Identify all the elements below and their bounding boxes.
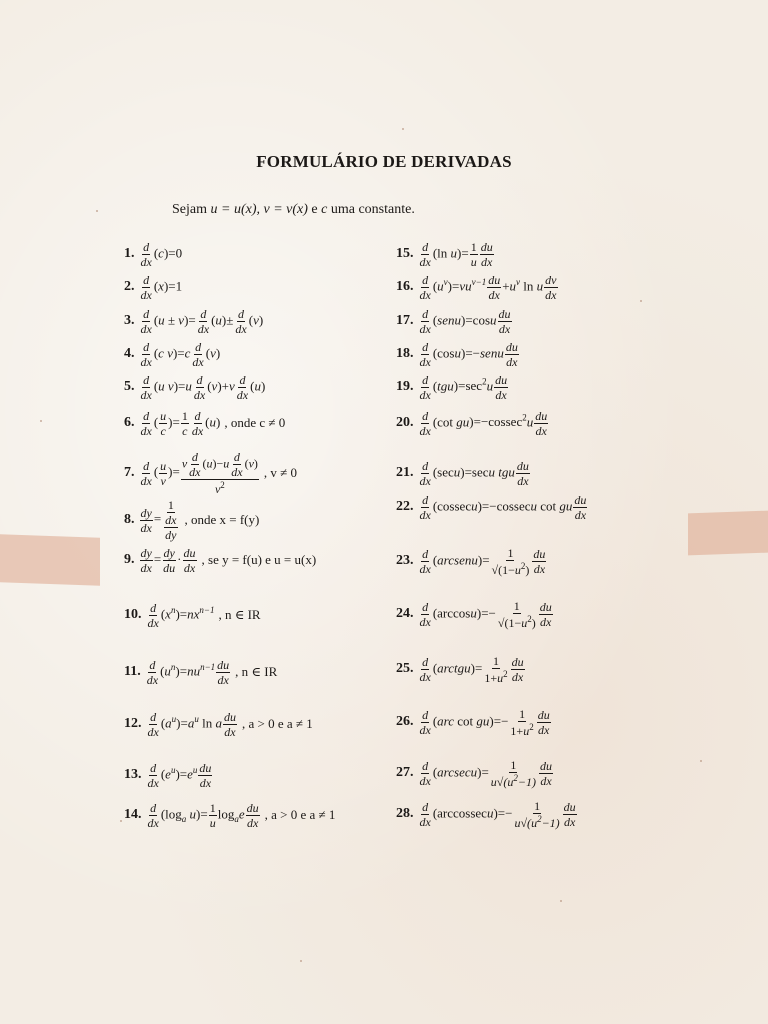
paper-speck bbox=[560, 900, 562, 902]
formula-expression: $\frac{d}{dx}$ ($\log_a$ u)= $\frac{1}{u}$ $\log_ae$ $\frac{du}{dx}$ bbox=[147, 800, 259, 830]
formula-24 bbox=[396, 594, 554, 634]
formula-27 bbox=[396, 753, 554, 793]
formula-10 bbox=[124, 598, 261, 632]
intro-u-def: u = u(x), bbox=[210, 202, 260, 217]
intro-and: e bbox=[311, 202, 318, 217]
formula-expression: $\frac{d}{dx}$ $(tgu)=\sec^2u$ $\frac{du}{dx}$ bbox=[419, 372, 508, 402]
formula-22 bbox=[396, 490, 588, 524]
formula-8 bbox=[124, 494, 259, 546]
formula-number: 26. bbox=[396, 714, 414, 729]
formula-1 bbox=[124, 237, 182, 271]
paper-speck bbox=[40, 420, 42, 422]
formula-11 bbox=[124, 655, 277, 689]
formula-15 bbox=[396, 237, 495, 271]
formula-number: 12. bbox=[124, 716, 142, 731]
intro-lead: Sejam bbox=[172, 202, 207, 217]
formula-20 bbox=[396, 406, 549, 440]
formula-expression: $\frac{d}{dx}$ (c)=0 bbox=[140, 239, 183, 269]
formula-expression: $\frac{d}{dx}$ (arctgu)= $\frac{1}{1+u^2}$ $\frac{du}{dx}$ bbox=[419, 653, 524, 685]
paper-stain-right bbox=[688, 511, 768, 556]
formula-number: 11. bbox=[124, 664, 141, 679]
formula-21 bbox=[396, 456, 531, 490]
paper-stain-left bbox=[0, 534, 100, 585]
formula-expression: $\frac{d}{dx}$ (secu)=secu tgu $\frac{du}{dx}$ bbox=[419, 458, 529, 488]
formula-number: 7. bbox=[124, 465, 135, 480]
formula-number: 18. bbox=[396, 346, 414, 361]
formula-4 bbox=[124, 337, 220, 371]
intro-v-def: v = v(x) bbox=[263, 202, 308, 217]
formula-expression: $\frac{d}{dx}$ (arcsenu)= $\frac{1}{√(1-u^2)}$ $\frac{du}{dx}$ bbox=[419, 545, 546, 577]
formula-expression: $\frac{d}{dx}$ (senu)=cosu $\frac{du}{dx}$ bbox=[419, 306, 511, 336]
formula-14 bbox=[124, 798, 335, 832]
paper-speck bbox=[402, 128, 404, 130]
formula-expression: $\frac{d}{dx}$ (cot gu)=−cossec$^2$u $\frac{du}{dx}$ bbox=[419, 408, 548, 438]
formula-expression: $\frac{d}{dx}$ $(u^n)=nu^{n-1}$ $\frac{du}{dx}$ bbox=[146, 657, 230, 687]
formula-2 bbox=[124, 270, 182, 304]
formula-23 bbox=[396, 541, 547, 581]
formula-condition: , n ∈ IR bbox=[218, 607, 261, 622]
formula-expression: $\frac{d}{dx}$ (arccossecu)=− $\frac{1}{u√(u^2-1)}$ $\frac{du}{dx}$ bbox=[419, 798, 576, 830]
formula-28 bbox=[396, 794, 578, 834]
formula-number: 14. bbox=[124, 807, 142, 822]
formula-expression: $\frac{d}{dx}$ $(u^v)=vu^{v-1}$ $\frac{du}{dx}$ $+u^v$ ln u $\frac{dv}{dx}$ bbox=[419, 272, 557, 302]
formula-9 bbox=[124, 543, 316, 577]
formula-expression: $\frac{d}{dx}$ (ln u)= $\frac{1}{u}$ $\frac{du}{dx}$ bbox=[419, 239, 493, 269]
formula-expression: $\frac{d}{dx}$ ( $\frac{u}{c}$ )= $\frac{1}{c}$ $\frac{d}{dx}$ (u) bbox=[140, 408, 221, 438]
formula-number: 28. bbox=[396, 806, 414, 821]
formula-expression: $\frac{d}{dx}$ (arcsecu)= $\frac{1}{u√(u^2-1)}$ $\frac{du}{dx}$ bbox=[419, 757, 552, 789]
formula-number: 1. bbox=[124, 246, 135, 261]
formula-condition: , se y = f(u) e u = u(x) bbox=[201, 552, 317, 567]
intro-c: c bbox=[321, 202, 328, 217]
formula-expression: $\frac{d}{dx}$ $(a^u)=a^u$ ln a $\frac{du}{dx}$ bbox=[147, 709, 236, 739]
formula-number: 9. bbox=[124, 552, 135, 567]
formula-number: 24. bbox=[396, 606, 414, 621]
formula-number: 20. bbox=[396, 415, 414, 430]
intro-tail: uma constante. bbox=[330, 202, 415, 217]
formula-19 bbox=[396, 370, 509, 404]
paper-speck bbox=[96, 210, 98, 212]
formula-number: 23. bbox=[396, 553, 414, 568]
formula-expression: $\frac{d}{dx}$ (arccosu)=− $\frac{1}{√(1-u^2)}$ $\frac{du}{dx}$ bbox=[419, 598, 552, 630]
formula-expression: $\frac{d}{dx}$ (x)=1 bbox=[140, 272, 183, 302]
formula-expression: $\frac{d}{dx}$ $(e^u)=e^u$ $\frac{du}{dx}$ bbox=[147, 760, 212, 790]
formula-number: 16. bbox=[396, 279, 414, 294]
formula-number: 8. bbox=[124, 512, 135, 527]
formula-condition: , onde c ≠ 0 bbox=[224, 415, 286, 430]
formula-number: 21. bbox=[396, 465, 414, 480]
formula-number: 6. bbox=[124, 415, 135, 430]
formula-17 bbox=[396, 304, 513, 338]
formula-12 bbox=[124, 707, 313, 741]
formula-expression: $\frac{d}{dx}$ (arc cot gu)=− $\frac{1}{1+u^2}$ $\frac{du}{dx}$ bbox=[419, 706, 550, 738]
formula-number: 4. bbox=[124, 346, 135, 361]
formula-expression: $\frac{d}{dx}$ (c v)=c $\frac{d}{dx}$ (v) bbox=[140, 339, 221, 369]
formula-number: 25. bbox=[396, 661, 414, 676]
formula-16 bbox=[396, 270, 559, 304]
formula-number: 17. bbox=[396, 313, 414, 328]
formula-expression: $\frac{dy}{dx}$ = $\frac{dy}{du}$ · $\frac{du}{dx}$ bbox=[140, 545, 196, 575]
formula-number: 27. bbox=[396, 765, 414, 780]
formula-3 bbox=[124, 304, 263, 338]
formula-number: 10. bbox=[124, 607, 142, 622]
formula-expression: $\frac{d}{dx}$ (cosu)=−senu $\frac{du}{dx}$ bbox=[419, 339, 518, 369]
formula-25 bbox=[396, 650, 526, 688]
formula-13 bbox=[124, 758, 213, 792]
paper-speck bbox=[700, 760, 702, 762]
formula-number: 13. bbox=[124, 767, 142, 782]
formula-number: 22. bbox=[396, 499, 414, 514]
paper-speck bbox=[300, 960, 302, 962]
formula-condition: , a > 0 e a ≠ 1 bbox=[241, 716, 313, 731]
formula-number: 3. bbox=[124, 313, 135, 328]
formula-expression: $\frac{d}{dx}$ (u v)=u $\frac{d}{dx}$ (v)+v $\frac{d}{dx}$ (u) bbox=[140, 372, 266, 402]
formula-expression: $\frac{dy}{dx}$ = $\frac{1}{\frac{dx}{dy}}$ bbox=[140, 498, 177, 542]
formula-condition: , n ∈ IR bbox=[235, 664, 278, 679]
formula-6 bbox=[124, 404, 285, 442]
formula-number: 2. bbox=[124, 279, 135, 294]
formula-expression: $\frac{d}{dx}$ $(x^n)=nx^{n-1}$ bbox=[147, 600, 215, 630]
formula-condition: , onde x = f(y) bbox=[184, 512, 260, 527]
formula-expression: $\frac{d}{dx}$ (u ± v)= $\frac{d}{dx}$ (u)± $\frac{d}{dx}$ (v) bbox=[140, 306, 264, 336]
formula-5 bbox=[124, 370, 265, 404]
formula-condition: , v ≠ 0 bbox=[263, 465, 298, 480]
page-title: FORMULÁRIO DE DERIVADAS bbox=[256, 152, 512, 171]
formula-expression: $\frac{d}{dx}$ ( $\frac{u}{v}$ )= v $\frac{d}{dx}$ (u)−u $\frac{d}{dx}$ (v) $v^2$ bbox=[140, 450, 258, 496]
paper-speck bbox=[640, 300, 642, 302]
formula-18 bbox=[396, 337, 520, 371]
formula-number: 5. bbox=[124, 379, 135, 394]
formula-number: 19. bbox=[396, 379, 414, 394]
formula-number: 15. bbox=[396, 246, 414, 261]
formula-7 bbox=[124, 446, 297, 500]
formula-26 bbox=[396, 703, 552, 741]
intro-line bbox=[172, 202, 415, 218]
formula-condition: , a > 0 e a ≠ 1 bbox=[264, 807, 336, 822]
paper-speck bbox=[120, 820, 122, 822]
formula-expression: $\frac{d}{dx}$ (cossecu)=−cossecu cot gu $\frac{du}{dx}$ bbox=[419, 492, 587, 522]
